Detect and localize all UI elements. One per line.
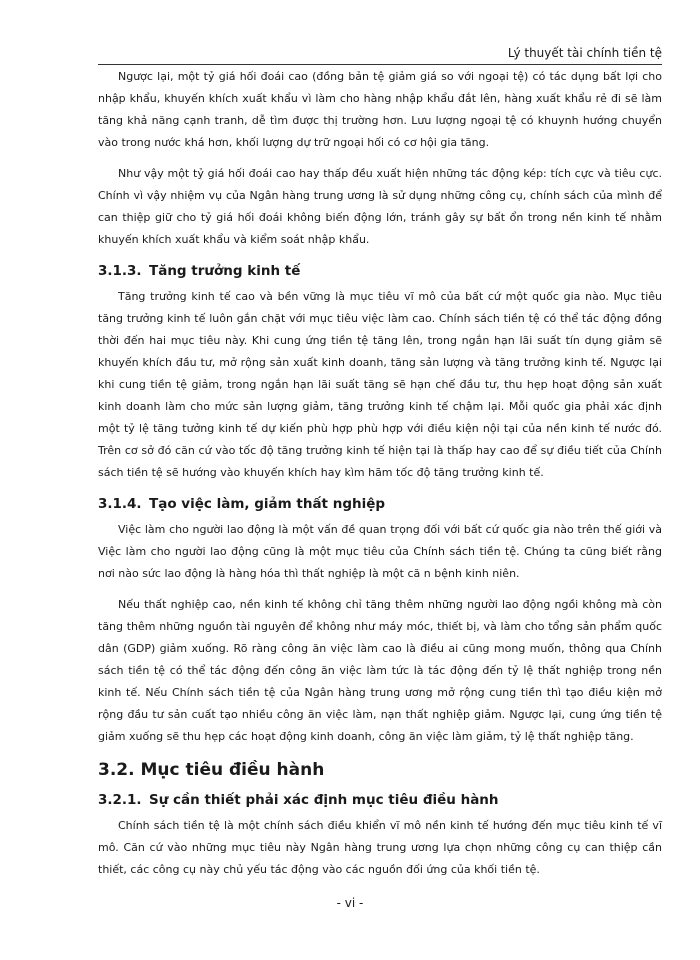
heading-3-1-3 — [98, 260, 662, 282]
paragraph-employment: Việc làm cho người lao động là một vấn đề quan trọng đối với bất cứ quốc gia nào trên thế giới và Việc làm cho người lao động cũng là một mục tiêu của Chính sách tiền tệ. Chúng ta cũng biết rằng nơi nào sức lao động là hàng hóa thì thất nghiệp là một că n bệnh kinh niên. — [98, 523, 662, 580]
heading-3-2: 3.2. Mục tiêu điều hành — [98, 760, 325, 780]
page-number: - vi - — [336, 896, 364, 910]
paragraph-economic-growth: Tăng trưởng kinh tế cao và bền vững là mục tiêu vĩ mô của bất cứ một quốc gia nào. Mục tiêu tăng trưởng kinh tế luôn gắn chặt với mục tiêu việc làm cao. Chính sách tiền tệ có thể tác động đồng thời đến hai mục tiêu này. Khi cung ứng tiền tệ tăng lên, trong ngắn hạn lãi suất tín dụng giảm sẽ khuyến khích đầu tư, mở rộng sản xuất kinh doanh, tăng sản lượng và tăng trưởng kinh tế. Ngược lại khi cung tiền tệ giảm, trong ngắn hạn lãi suất tăng sẽ hạn chế đầu tư, thu hẹp hoạt động sản xuất kinh doanh làm cho mức sản lượng giảm, tăng trưởng kinh tế chậm lại. Mỗi quốc gia phải xác định một tỷ lệ tăng tưởng kinh tế dự kiến phù hợp phù hợp với điều kiện nội tại của nền kinh tế nước đó. Trên cơ sở đó căn cứ vào tốc độ tăng trưởng kinh tế hiện tại là thấp hay cao để sự điều tiết của Chính sách tiền tệ sẽ hướng vào khuyến khích hay kìm hãm tốc độ tăng trưởng kinh tế. — [98, 290, 662, 479]
heading-text: Tăng trưởng kinh tế — [149, 263, 301, 279]
page-content — [98, 66, 662, 890]
running-header: Lý thuyết tài chính tiền tệ — [507, 46, 662, 60]
heading-text: Sự cần thiết phải xác định mục tiêu điều hành — [149, 792, 499, 808]
heading-number: 3.1.3. — [98, 263, 142, 279]
header-rule — [98, 64, 662, 65]
heading-text: Tạo việc làm, giảm thất nghiệp — [149, 496, 386, 512]
paragraph-operational-targets: Chính sách tiền tệ là một chính sách điều khiển vĩ mô nền kinh tế hướng đến mục tiêu kinh tế vĩ mô. Căn cứ vào những mục tiêu này Ngân hàng trung ương lựa chọn những công cụ can thiệp cần thiết, các công cụ này chủ yếu tác động vào các nguồn đối ứng của khối tiền tệ. — [98, 819, 662, 876]
heading-3-2-1 — [98, 789, 662, 811]
heading-number: 3.1.4. — [98, 496, 142, 512]
paragraph-exchange-rate-high: Ngược lại, một tỷ giá hối đoái cao (đồng bản tệ giảm giá so với ngoại tệ) có tác dụng bất lợi cho nhập khẩu, khuyến khích xuất khẩu vì làm cho hàng nhập khẩu đắt lên, hàng xuất khẩu rẻ đi sẽ làm tăng khả năng cạnh tranh, dễ tìm được thị trường hơn. Lưu lượng ngoại tệ có khuynh hướng chuyển vào trong nước khá hơn, khối lượng dự trữ ngoại hối có cơ hội gia tăng. — [98, 70, 662, 149]
heading-number: 3.2.1. — [98, 792, 142, 808]
heading-3-1-4 — [98, 493, 662, 515]
paragraph-exchange-rate-dual-effects: Như vậy một tỷ giá hối đoái cao hay thấp đều xuất hiện những tác động kép: tích cực và tiêu cực. Chính vì vậy nhiệm vụ của Ngân hàng trung ương là sử dụng những công cụ, chính sách của mình để can thiệp giữ cho tỷ giá hối đoái không biến động lớn, tránh gây sự bất ổn trong nền kinh tế nhằm khuyến khích xuất khẩu và kiểm soát nhập khẩu. — [98, 167, 662, 246]
paragraph-unemployment: Nếu thất nghiệp cao, nền kinh tế không chỉ tăng thêm những người lao động ngồi không mà còn tăng thêm những nguồn tài nguyên để không như máy móc, thiết bị, và làm cho tổng sản phẩm quốc dân (GDP) giảm xuống. Rõ ràng công ăn việc làm cao là điều ai cũng mong muốn, thông qua Chính sách tiền tệ có thể tác động đến công ăn việc làm tức là tác động đến tỷ lệ thất nghiệp trong nền kinh tế. Nếu Chính sách tiền tệ của Ngân hàng trung ương mở rộng cung tiền thì tạo điều kiện mở rộng đầu tư sản cuất tạo nhiều công ăn việc làm, nạn thất nghiệp giảm. Ngược lại, cung ứng tiền tệ giảm xuống sẽ thu hẹp các hoạt động kinh doanh, công ăn việc làm giảm, tỷ lệ thất nghiệp tăng. — [98, 598, 662, 743]
